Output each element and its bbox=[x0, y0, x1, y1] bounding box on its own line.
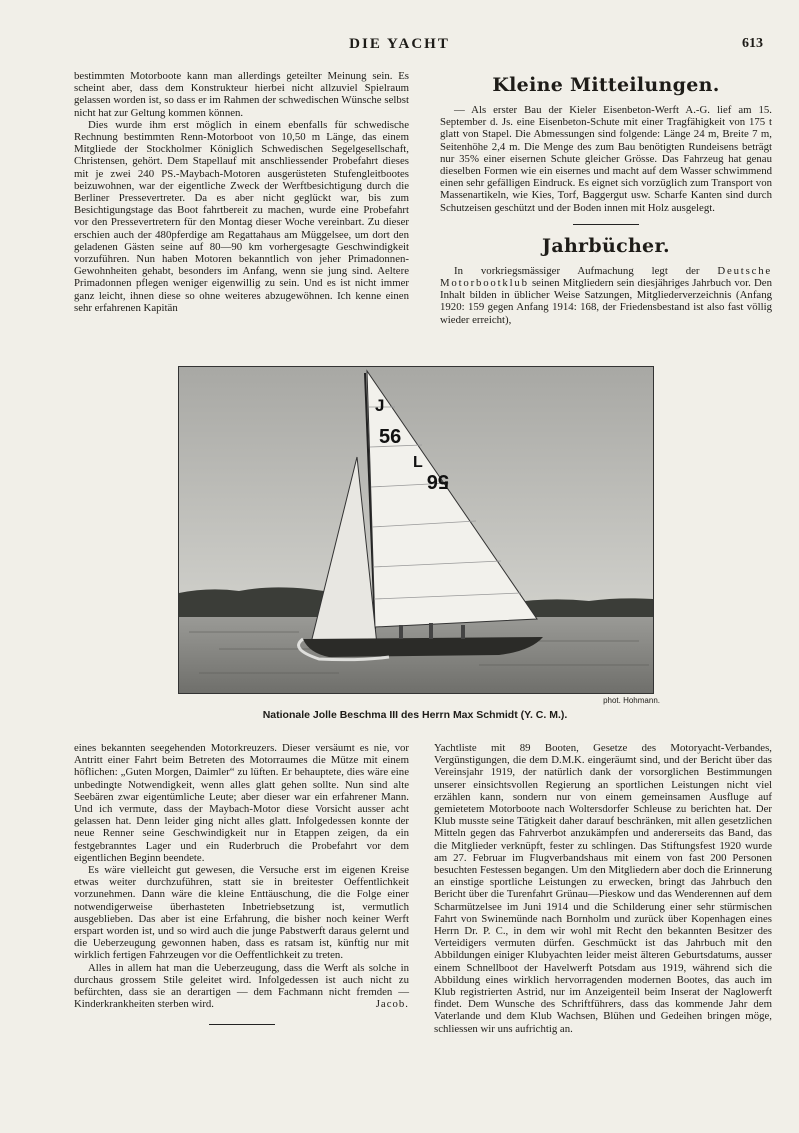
sail-number-bottom: 56 bbox=[426, 470, 449, 492]
paragraph-jahrbuecher bbox=[440, 265, 772, 326]
article-column-left-bottom bbox=[74, 742, 409, 1025]
paragraph bbox=[74, 962, 409, 1011]
sailboat-illustration bbox=[179, 367, 653, 693]
paragraph: Dies wurde ihm erst möglich in einem ebenfalls für schwedische Rechnung bestimmten Renn-Motorboot von 10,50 m Länge, das einem Mitgliede der Stockholmer Königlich Schwedischen Segelgesellschaft, Christensen, gehört. Dem Stapellauf mit anschliessender Probefahrt dieses mit je zwei 240 PS.-Maybach-Motoren ausgerüsteten Stufengleitbootes beizuwohnen, war der eigentliche Zweck der Werftbesichtigung durch die Berliner Pressevertreter. Da es aber nicht geglückt war, bis zum Besichtigungstage das Boot fahrtbereit zu machen, wurde eine Probefahrt vor den Pressevertretern für den Montag dieser Woche vereinbart. Zu dieser erschien auch der 480pferdige am Regattahaus am Müggelsee, um dort den geladenen Gästen seine auf 80—90 km vorhergesagte Geschwindigkeit vorzuführen. Nun haben Motoren bekanntlich von jeher Primadonnen-Gewohnheiten gehabt, besonders im Anfang, wenn sie jung sind. Aeltere Primadonnen pflegen weniger eigenwillig zu sein. Und es ist nicht immer ganz leicht, ihnen diese so ohne weiteres abzugewöhnen. Ich kenne einen sehr erfahrenen Kapitän bbox=[74, 118, 409, 314]
sail-number-top: 56 bbox=[379, 426, 402, 448]
author-signature: Jacob. bbox=[375, 998, 409, 1011]
page-number: 613 bbox=[742, 36, 763, 51]
paragraph-mitteilungen: — Als erster Bau der Kieler Eisenbeton-Werft A.-G. lief am 15. September d. Js. eine Eisenbeton-Schute mit einer Tragfähigkeit von 175 t glatt von Stapel. Die Abmessungen sind folgende: Länge 24 m, Breite 7 m, Seitenhöhe 2,4 m. Die Menge des zum Bau benötigten Rundeisens beträgt nur 35% einer eisernen Schute gleicher Grösse. Das Fahrzeug hat genau dieselben Formen wie ein eisernes und macht auf dem Wasser schwimmend einen sehr gefälligen Eindruck. Es eignet sich vorzüglich zum Transport von Massenartikeln, wie Kies, Torf, Baggergut usw. Scharfe Kanten sind durch Schutzeisen geschützt und der Boden innen mit Holz ausgelegt. bbox=[440, 104, 772, 214]
paragraph: eines bekannten seegehenden Motorkreuzers. Dieser versäumt es nie, vor Antritt einer Fahrt beim Betreten des Motorraumes die Mütze mit einem höflichen: „Guten Morgen, Daimler“ zu lüften. Er behauptete, dies wäre eine unbedingte Notwendigkeit, wenn alles glatt gehen sollte. Nun sind alte Seebären zwar eigentümliche Leute; aber dieser war ein erfahrener Mann. Und ich vermute, dass der Maybach-Motor diese Vorsicht ausser acht gelassen hat. Denn leider ging nicht alles glatt. Infolgedessen konnte der neue Renner seine Geschwindigkeit nur in Etappen zeigen, da ein festgebranntes Lager und ein Ruderbruch die Probefahrt vor dem eigentlichen Beginn beendete. bbox=[74, 742, 409, 864]
paragraph: Es wäre vielleicht gut gewesen, die Versuche erst im eigenen Kreise etwas weiter durchzuführen, statt sie in breitester Oeffentlichkeit vorzunehmen. Dann wäre die kleine Enttäuschung, die die Folge einer notwendigerweise überhasteten Inbetriebsetzung ist, vermutlich ausgeblieben. Das aber ist eine Erfahrung, die bisher noch keiner Werft erspart worden ist, und so wird auch die junge Pabstwerft daraus gelernt und die Ueberzeugung gewonnen haben, dass es ratsam ist, künftig nur mit wirklich fertigen Fahrzeugen vor die Oeffentlichkeit zu treten. bbox=[74, 864, 409, 962]
news-column-right-bottom bbox=[434, 742, 772, 1035]
sail-letter: J bbox=[375, 396, 385, 415]
heading-kleine-mitteilungen: Kleine Mitteilungen. bbox=[492, 74, 720, 96]
heading-jahrbuecher: Jahrbücher. bbox=[542, 234, 670, 257]
running-head bbox=[0, 36, 799, 56]
news-column-right-top bbox=[440, 70, 772, 326]
photo-caption: Nationale Jolle Beschma III des Herrn Max Schmidt (Y. C. M.). bbox=[262, 709, 568, 721]
photo-credit: phot. Hohmann. bbox=[603, 696, 660, 705]
magazine-title: DIE YACHT bbox=[349, 36, 450, 52]
text-segment: In vorkriegsmässiger Aufmachung legt der bbox=[454, 264, 718, 277]
text-segment: seinen Mitgliedern sein diesjähriges Jahrbuch vor. Den Inhalt bilden in üblicher Weise Satzungen, Mitgliederverzeichnis (Anfang 1920: 159 gegen Anfang 1914: 168, der Friedensbestand ist also fast völlig wieder erreicht), bbox=[440, 277, 772, 326]
sail-letter-lower: L bbox=[413, 454, 423, 471]
article-column-left-top bbox=[74, 70, 409, 314]
text-segment: Alles in allem hat man die Ueberzeugung, dass die Werft als solche in durchaus grossem Stile geleitet wird. Infolgedessen ist auch nicht zu befürchten, dass sie an derartigen — dem Fachmann nicht fremden — Kinderkrankheiten sterben wird. bbox=[74, 961, 409, 1011]
section-divider bbox=[573, 224, 639, 225]
paragraph-jahrbuecher-cont: Yachtliste mit 89 Booten, Gesetze des Motoryacht-Verbandes, Vergünstigungen, die dem D.M.K. eingeräumt sind, und der Bericht über das Vereinsjahr 1919, der natürlich dank der vorsorglichen Bestimmungen unserer einsichtsvollen Regierung an sportlichen Leistungen nicht viel erzählen kann, sondern nur von einem gemeinsamen Ausfluge auf gemietetem Motorboote nach Woltersdorfer Schleuse zu berichten hat. Der Klub musste seine Tätigkeit daher darauf beschränken, mit allen gesetzlichen Mitteln gegen das Fahrverbot anzukämpfen und andererseits das Band, das die Mitglieder verknüpft, fester zu schlingen. Das Stiftungsfest 1920 wurde am 27. Februar im Flugverbandshaus mit einem von fast 200 Personen besuchten Festessen begangen. Um den Mitgliedern aber doch die Erinnerung an einstige sportliche Leistungen zu erwecken, bringt das Jahrbuch den Bericht über die Turenfahrt Grünau—Pieskow und das Wenderennen auf dem Scharmützelsee im Juni 1914 und die Schilderung einer sehr stürmischen Fahrt von Swinemünde nach Bornholm und zurück über Kopenhagen eines Herrn Dr. P. C., in dem wir wohl mit Recht den bekannten Besitzer des Verteidigers vermuten dürfen. Geschmückt ist das Jahrbuch mit den Abbildungen einiger Klubyachten leider meist älteren Geburtsdatums, ausser einem Schnellboot der Havelwerft Potsdam aus 1919, während sich die Abbildung eines wirklich hervorragenden modernen Bootes, das auch im Klub registrierten Astrid, nur im Anzeigenteil beim Inserat der Naglowerft findet. Dem Wunsche des Schriftführers, dass das kommende Jahr dem Vaterlande und dem Klub Wachsen, Blühen und Gedeihen bringen möge, schliessen wir uns aufrichtig an. bbox=[434, 742, 772, 1035]
sailboat-photograph bbox=[178, 366, 654, 694]
paragraph: bestimmten Motorboote kann man allerdings geteilter Meinung sein. Es scheint aber, dass dem Konstrukteur hierbei nicht allzuviel Spielraum gelassen worden ist, so dass er im Rahmen der schwedischen Wünsche selbst nicht hat zur Geltung kommen können. bbox=[74, 70, 409, 119]
article-end-rule bbox=[209, 1024, 275, 1025]
club-name: Deutsche Motorbootklub bbox=[440, 264, 772, 290]
